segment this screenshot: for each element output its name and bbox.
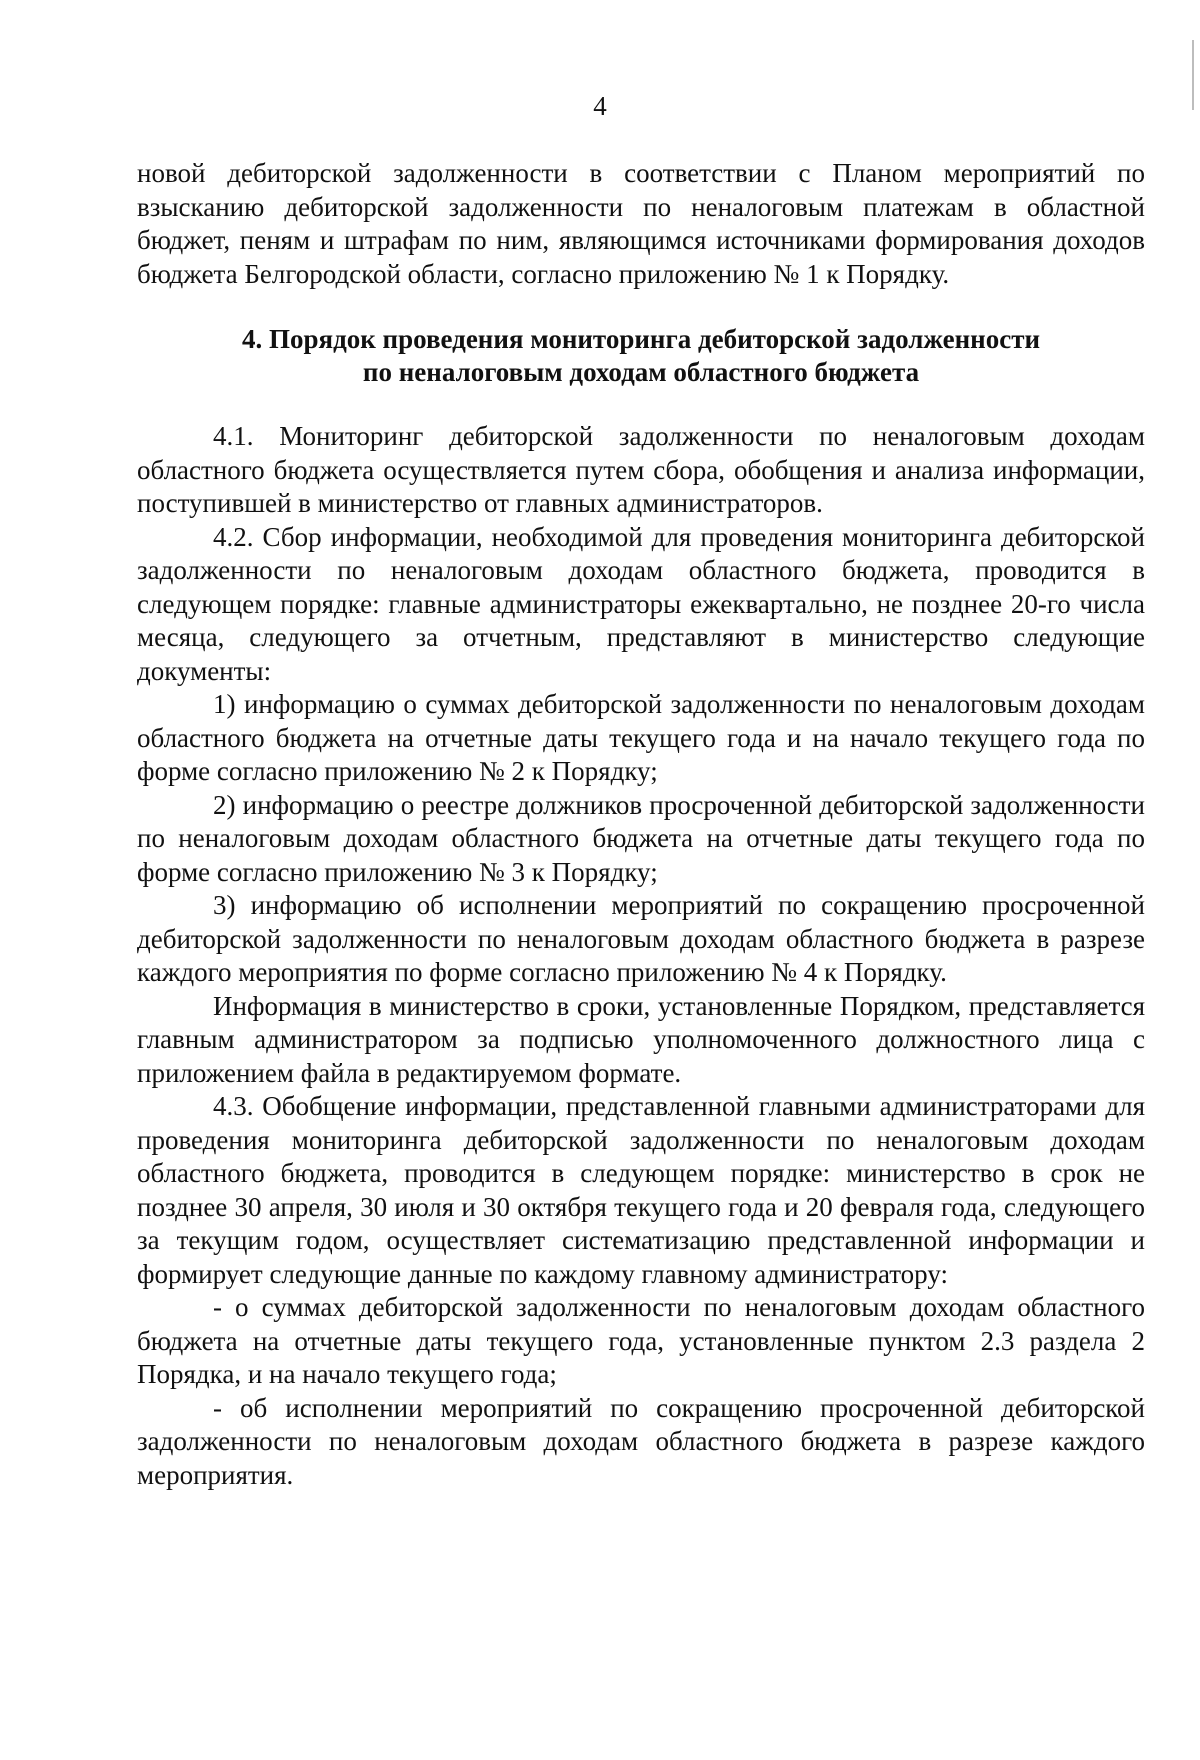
info-paragraph: Информация в министерство в сроки, установленные Порядком, представляется главным администратором за подписью уполномоченного должностного лица с приложением файла в редактируемом формате. [137,990,1145,1088]
section-heading-line-1: 4. Порядок проведения мониторинга дебиторской задолженности [241,324,1041,354]
list-item-2: 2) информацию о реестре должников просроченной дебиторской задолженности по неналоговым доходам областного бюджета на отчетные даты текущего года по форме согласно приложению № 3 к Порядку; [137,789,1145,887]
list-item-3: 3) информацию об исполнении мероприятий по сокращению просроченной дебиторской задолженности по неналоговым доходам областного бюджета в разрезе каждого мероприятия по форме согласно приложению № 4 к Порядку. [137,890,1145,987]
dash-item-2: - об исполнении мероприятий по сокращению просроченной дебиторской задолженности по неналоговым доходам областного бюджета в разрезе каждого мероприятия. [137,1392,1145,1490]
paragraph-4-1: 4.1. Мониторинг дебиторской задолженности по неналоговым доходам областного бюджета осуществляется путем сбора, обобщения и анализа информации, поступившей в министерство от главных администраторов. [137,421,1145,518]
document-body [137,157,1145,1492]
paragraph-4-3: 4.3. Обобщение информации, представленной главными администраторами для проведения мониторинга дебиторской задолженности по неналоговым доходам областного бюджета, проводится в следующем порядке: министерство в срок не позднее 30 апреля, 30 июля и 30 октября текущего года и 20 февраля года, следующего за текущим годом, осуществляет систематизацию представленной информации и формирует следующие данные по каждому главному администратору: [137,1091,1145,1289]
list-item-1: 1) информацию о суммах дебиторской задолженности по неналоговым доходам областного бюджета на отчетные даты текущего года и на начало текущего года по форме согласно приложению № 2 к Порядку; [137,689,1145,786]
intro-paragraph: новой дебиторской задолженности в соответствии с Планом мероприятий по взысканию дебиторской задолженности по неналоговым платежам в областной бюджет, пеням и штрафам по ним, являющимся источниками формирования доходов бюджета Белгородской области, согласно приложению № 1 к Порядку. [137,158,1145,289]
section-heading-line-2: по неналоговым доходам областного бюджета [362,357,920,387]
section-heading [137,323,1145,389]
page-number: 4 [593,91,607,121]
paragraph-4-2: 4.2. Сбор информации, необходимой для проведения мониторинга дебиторской задолженности по неналоговым доходам областного бюджета, проводится в следующем порядке: главные администраторы ежеквартально, не позднее 20-го числа месяца, следующего за отчетным, представляют в министерство следующие документы: [137,521,1145,686]
dash-item-1: - о суммах дебиторской задолженности по неналоговым доходам областного бюджета на отчетные даты текущего года, установленные пунктом 2.3 раздела 2 Порядка, и на начало текущего года; [137,1292,1145,1389]
